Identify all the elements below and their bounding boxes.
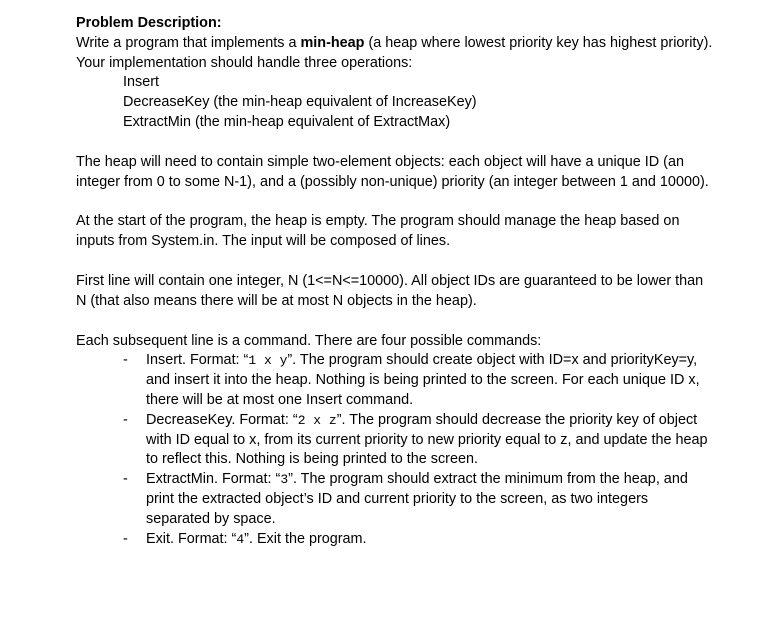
bullet-dash: - xyxy=(123,352,128,369)
operation-item: Insert xyxy=(123,74,159,91)
intro-text-before: Write a program that implements a xyxy=(76,34,301,51)
bullet-dash: - xyxy=(123,530,128,547)
command-text-before: Insert. Format: “ xyxy=(146,352,249,369)
command-format-code: 3 xyxy=(280,472,289,488)
commands-intro-paragraph: Each subsequent line is a command. There are four possible commands: xyxy=(76,332,542,349)
operation-item: DecreaseKey (the min-heap equivalent of IncreaseKey) xyxy=(123,94,477,111)
intro-text-after: (a heap where lowest priority key has highest priority). Your implementation should handle three operations: xyxy=(76,34,713,71)
command-text-before: DecreaseKey. Format: “ xyxy=(146,411,298,428)
command-text-before: Exit. Format: “ xyxy=(146,530,237,547)
command-item-decreasekey xyxy=(76,411,716,470)
command-format-code: 1 x y xyxy=(248,353,288,369)
operations-list xyxy=(76,73,716,132)
objects-paragraph: The heap will need to contain simple two-element objects: each object will have a unique ID (an integer from 0 to some N-1), and a (possibly non-unique) priority (an integer between 1 and 10000). xyxy=(76,153,709,190)
commands-list xyxy=(76,351,716,549)
start-paragraph: At the start of the program, the heap is empty. The program should manage the heap based on inputs from System.in. The input will be composed of lines. xyxy=(76,213,680,250)
operation-item: ExtractMin (the min-heap equivalent of ExtractMax) xyxy=(123,113,451,130)
command-text-before: ExtractMin. Format: “ xyxy=(146,471,281,488)
intro-paragraph xyxy=(76,34,716,74)
document-body xyxy=(76,14,716,549)
command-item-extractmin xyxy=(76,470,716,529)
command-format-code: 2 x z xyxy=(297,412,337,428)
first-line-paragraph: First line will contain one integer, N (1<=N<=10000). All object IDs are guaranteed to be lower than N (that also means there will be at most N objects in the heap). xyxy=(76,272,704,309)
bullet-dash: - xyxy=(123,471,128,488)
command-item-exit xyxy=(76,530,716,550)
command-text-after: ”. The program should extract the minimum from the heap, and print the extracted object’s ID and current priority to the screen, as two integers separated by space. xyxy=(146,471,688,527)
problem-heading: Problem Description: xyxy=(76,15,222,31)
command-text-after: ”. The program should create object with ID=x and priorityKey=y, and insert it into the heap. Nothing is being printed to the screen. For each unique ID x, there will be at most one Insert command. xyxy=(146,352,700,408)
command-item-insert xyxy=(76,351,716,410)
bullet-dash: - xyxy=(123,411,128,428)
command-format-code: 4 xyxy=(236,531,245,547)
command-text-after: ”. Exit the program. xyxy=(244,530,367,547)
command-text-after: ”. The program should decrease the priority key of object with ID equal to x, from its current priority to new priority equal to z, and update the heap to reflect this. Nothing is being printed to the screen. xyxy=(146,411,708,468)
intro-bold-term: min-heap xyxy=(300,34,365,51)
